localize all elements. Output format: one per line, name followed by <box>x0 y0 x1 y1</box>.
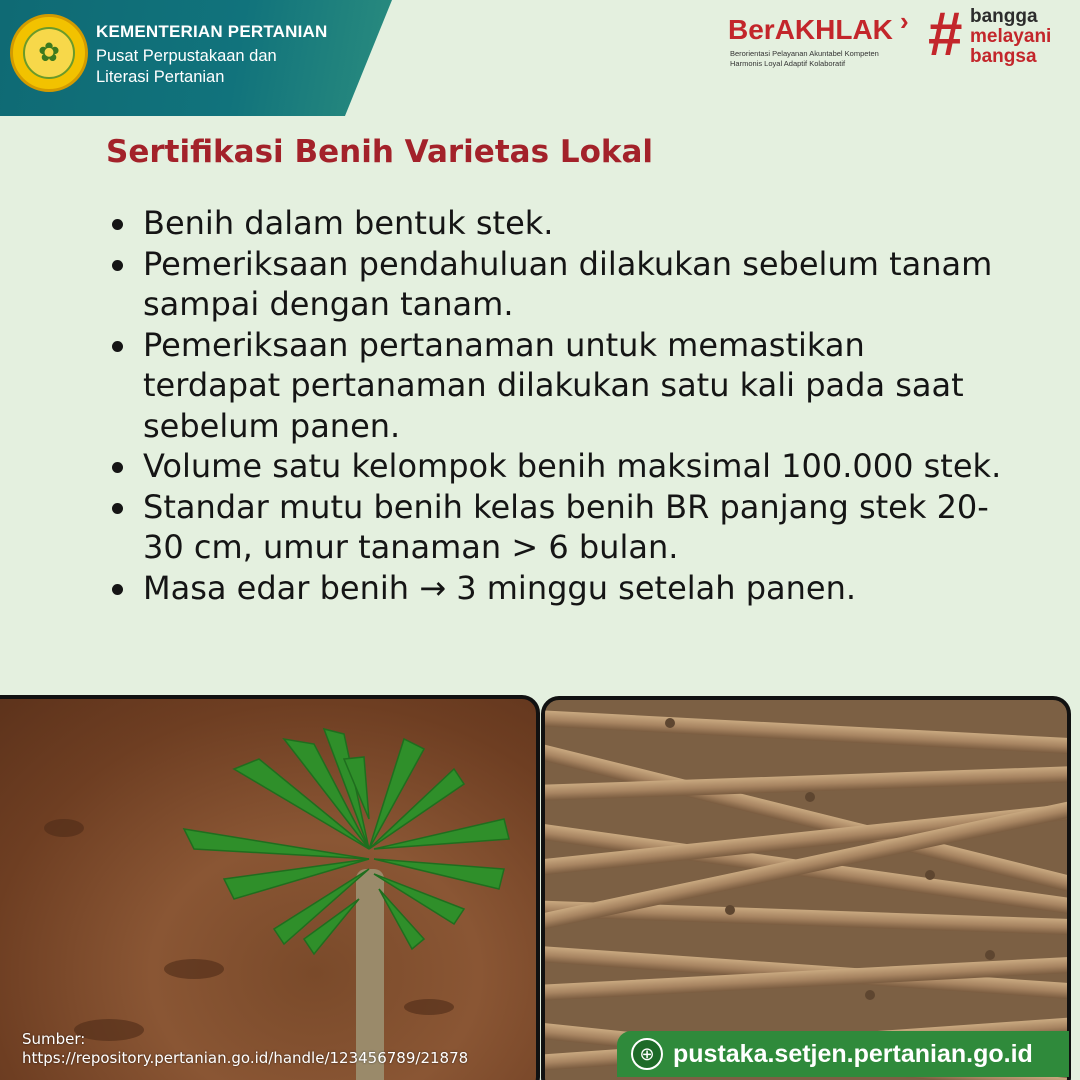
bullet-list <box>110 203 1010 608</box>
ministry-subtitle-line2: Literasi Pertanian <box>96 68 225 86</box>
source-label: Sumber: <box>22 1030 86 1048</box>
source-url: https://repository.pertanian.go.id/handle/123456789/21878 <box>22 1049 469 1067</box>
page-title: Sertifikasi Benih Varietas Lokal <box>106 134 654 170</box>
berakhlak-tagline-line1: Berorientasi Pelayanan Akuntabel Kompeten <box>730 49 879 58</box>
chevron-icon: › <box>900 6 909 36</box>
slogan-line1: bangga <box>970 6 1038 27</box>
bullet-item: Volume satu kelompok benih maksimal 100.000 stek. <box>110 446 1010 487</box>
globe-icon: ⊕ <box>631 1038 663 1070</box>
slogan-line2: melayani <box>970 26 1052 47</box>
berakhlak-logo <box>728 6 918 74</box>
website-url: pustaka.setjen.pertanian.go.id <box>673 1039 1033 1068</box>
bullet-item: Standar mutu benih kelas benih BR panjang stek 20-30 cm, umur tanaman > 6 bulan. <box>110 487 1010 568</box>
ministry-subtitle-line1: Pusat Perpustakaan dan <box>96 47 277 65</box>
slogan-line3: bangsa <box>970 46 1037 67</box>
berakhlak-tagline <box>730 49 879 69</box>
bullet-item: Masa edar benih → 3 minggu setelah panen. <box>110 568 1010 609</box>
ministry-emblem-icon: ✿ <box>10 14 88 92</box>
cassava-plant-icon <box>0 699 540 1080</box>
bullet-item: Benih dalam bentuk stek. <box>110 203 1010 244</box>
cassava-cuttings-photo <box>541 696 1071 1080</box>
ministry-name: KEMENTERIAN PERTANIAN <box>96 22 328 41</box>
bullet-item: Pemeriksaan pertanaman untuk memastikan terdapat pertanaman dilakukan satu kali pada saat sebelum panen. <box>110 325 1010 447</box>
cassava-seedling-photo <box>0 695 540 1080</box>
source-credit <box>22 1030 468 1068</box>
berakhlak-tagline-line2: Harmonis Loyal Adaptif Kolaboratif <box>730 59 846 68</box>
berakhlak-word: BerAKHLAK <box>728 14 893 45</box>
bullet-item: Pemeriksaan pendahuluan dilakukan sebelum tanam sampai dengan tanam. <box>110 244 1010 325</box>
hashtag-icon: # <box>928 0 963 69</box>
website-badge <box>617 1031 1069 1077</box>
